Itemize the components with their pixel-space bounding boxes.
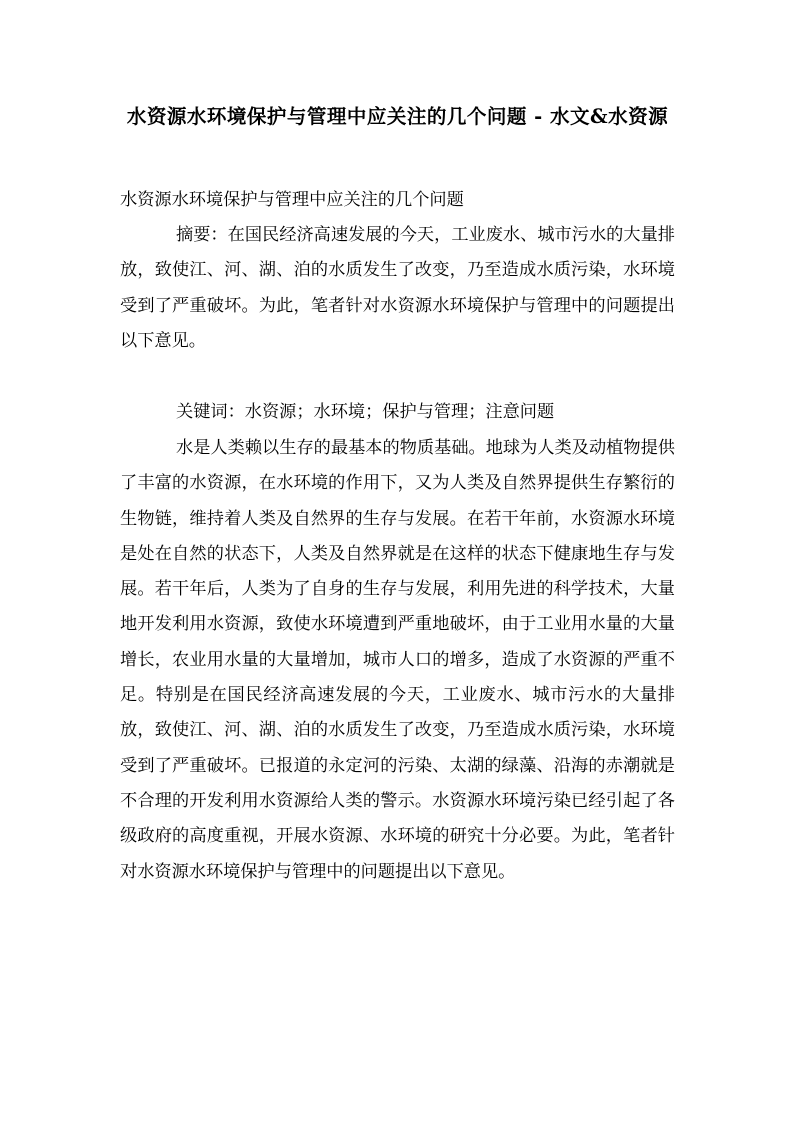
body-paragraph: 水是人类赖以生存的最基本的物质基础。地球为人类及动植物提供了丰富的水资源，在水环境的作用下，又为人类及自然界提供生存繁衍的生物链，维持着人类及自然界的生存与发展。在若干年前，水资源水环境是处在自然的状态下，人类及自然界就是在这样的状态下健康地生存与发展。若干年后，人类为了自身的生存与发展，利用先进的科学技术，大量地开发利用水资源，致使水环境遭到严重地破坏，由于工业用水量的大量增长，农业用水量的大量增加，城市人口的增多，造成了水资源的严重不足。特别是在国民经济高速发展的今天，工业废水、城市污水的大量排放，致使江、河、湖、泊的水质发生了改变，乃至造成水质污染，水环境受到了严重破坏。已报道的永定河的污染、太湖的绿藻、沿海的赤潮就是不合理的开发利用水资源给人类的警示。水资源水环境污染已经引起了各级政府的高度重视，开展水资源、水环境的研究十分必要。为此，笔者针对水资源水环境保护与管理中的问题提出以下意见。 bbox=[120, 438, 675, 882]
document-title: 水资源水环境保护与管理中应关注的几个问题 - 水文&水资源 bbox=[126, 105, 669, 128]
keywords-line: 关键词：水资源；水环境；保护与管理；注意问题 bbox=[176, 402, 555, 422]
abstract-paragraph: 摘要：在国民经济高速发展的今天，工业废水、城市污水的大量排放，致使江、河、湖、泊的水质发生了改变，乃至造成水质污染，水环境受到了严重破坏。为此，笔者针对水资源水环境保护与管理中的问题提出以下意见。 bbox=[120, 225, 675, 352]
document-subtitle: 水资源水环境保护与管理中应关注的几个问题 bbox=[120, 190, 464, 210]
